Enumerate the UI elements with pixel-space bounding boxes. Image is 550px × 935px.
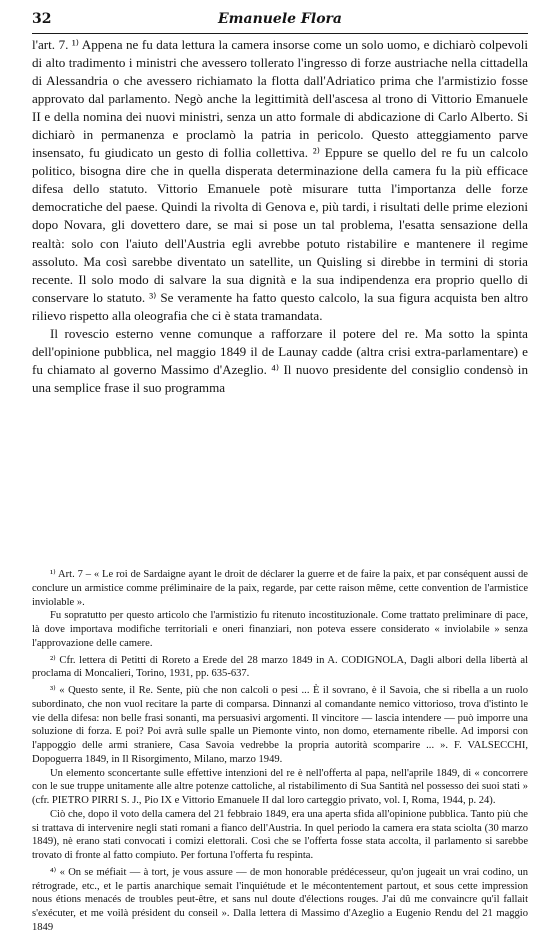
main-text bbox=[32, 36, 528, 397]
running-head: Emanuele Flora bbox=[218, 11, 342, 27]
page-number: 32 bbox=[32, 11, 52, 27]
footnote: ⁴⁾ « On se méfiait — à tort, je vous assure — de mon honorable prédécesseur, qu'on jugeait un vrai codino, un rétrograde, etc., et le partis anarchique semait l'inquiétude et le mécontentement partout, et sous cette impression nous étions menacés de troubles peut-être, et sans nul doute d'élections rouges. J'ai dû me convaincre qu'il fallait s'exécuter, et me voilà président du conseil ». Dalla lettera di Massimo d'Azeglio a Eugenio Rendu del 21 maggio 1849 bbox=[32, 866, 528, 933]
body-paragraph: Il rovescio esterno venne comunque a rafforzare il potere del re. Ma sotto la spinta dell'opinione pubblica, nel maggio 1849 il de Launay cadde (altra crisi extra-parlamentare) e fu chiamato al governo Massimo d'Azeglio. ⁴⁾ Il nuovo presidente del consiglio condensò in una semplice frase il suo programma bbox=[32, 325, 528, 395]
footnote: ³⁾ « Questo sente, il Re. Sente, più che non calcoli o pesi ... È il sovrano, è il Savoia, che si ribella a un ruolo subordinato, che non vuol recitare la parte di comparsa. Dinnanzi al comandante nemico vittorioso, trova d'istinto le vie della difesa: non belle frasi sonanti, ma persuasivi argomenti. Il vincitore — lascia intendere — può imporre una soluzione di forza. E poi? Poi avrà sulle spalle un Piemonte vinto, non domo, eternamente ribelle. Ad imporsi con l'appoggio delle armi straniere, Casa Savoia vedrebbe la propria autorità scomparire ... ». F. VALSECCHI, Dopoguerra 1849, in Il Risorgimento, Milano, marzo 1949. bbox=[32, 685, 528, 765]
header-rule bbox=[32, 33, 528, 34]
footnote: Un elemento sconcertante sulle effettive intenzioni del re è nell'offerta al papa, nell'aprile 1849, di « concorrere con le sue truppe unitamente alle altre potenze cattoliche, al ristabilimento di Sua Santità nel possesso dei suoi stati » (cfr. PIETRO PIRRI S. J., Pio IX e Vittorio Emanuele II dal loro carteggio privato, vol. I, Roma, 1944, p. 24). bbox=[32, 767, 528, 806]
footnote: ²⁾ Cfr. lettera di Petitti di Roreto a Erede del 28 marzo 1849 in A. CODIGNOLA, Dagli albori della libertà al proclama di Moncalieri, Torino, 1931, pp. 635-637. bbox=[32, 654, 528, 680]
body-paragraph: l'art. 7. ¹⁾ Appena ne fu data lettura la camera insorse come un solo uomo, e dichiarò colpevoli di alto tradimento i ministri che avessero tollerato l'ingresso di forze austriache nella cittadella di Alessandria o che avessero richiamato la flotta dall'Adriatico prima che l'armistizio fosse approvato dal parlamento. Negò anche la legittimità dell'ascesa al trono di Vittorio Emanuele II e della nomina dei nuovi ministri, senza un atto formale di abdicazione di Carlo Alberto. Si dichiarò in permanenza e proclamò la patria in pericolo. Questo atteggiamento parve insensato, fu giudicato un gesto di follia collettiva. ²⁾ Eppure se quello del re fu un calcolo politico, bisogna dire che in quella disperata determinazione della camera fu la più efficace difesa dello statuto. Vittorio Emanuele potè misurare tutta l'importanza delle forze democratiche del paese. Quindi la rivolta di Genova e, più tardi, i risultati delle prime elezioni dopo Novara, gli dovettero dare, se mai si pose un tal problema, l'esatta sensazione della realtà: solo con l'aiuto dell'Austria egli avrebbe potuto ristabilire e mantenere il regime assoluto. Ma così sarebbe diventato un satellite, un Quisling si direbbe in termini di storia recente. Il solo modo di salvare la sua dignità e la sua indipendenza era proprio quello di conservare lo statuto. ³⁾ Se veramente ha fatto questo calcolo, la sua figura acquista ben altro rilievo rispetto alla oleografia che ci è stata tramandata. bbox=[32, 37, 528, 323]
footnote: Fu sopratutto per questo articolo che l'armistizio fu ritenuto incostituzionale. Come trattato preliminare di pace, là dove importava modifiche territoriali e oneri finanziari, non poteva essere considerato « inviolabile » senza l'approvazione delle camere. bbox=[32, 610, 528, 649]
footnote: ¹⁾ Art. 7 – « Le roi de Sardaigne ayant le droit de déclarer la guerre et de faire la paix, et par conséquent aussi de conclure un armistice comme préliminaire de la paix, regarde, par cette raison même, cette convention de l'armistice inviolable ». bbox=[32, 569, 528, 608]
footnotes bbox=[32, 568, 528, 935]
page-header bbox=[32, 11, 528, 33]
footnote: Ciò che, dopo il voto della camera del 21 febbraio 1849, era una aperta sfida all'opinione pubblica. Tanto più che si trattava di intervenire negli stati romani a fianco dell'Austria. In quel periodo la camera era stata sciolta (30 marzo 1849), nè erano stati convocati i comizi elettorali. Così che se l'offerta fosse stata accolta, il parlamento si sarebbe trovato di fronte al fatto compiuto. Per fortuna l'offerta fu respinta. bbox=[32, 808, 528, 861]
